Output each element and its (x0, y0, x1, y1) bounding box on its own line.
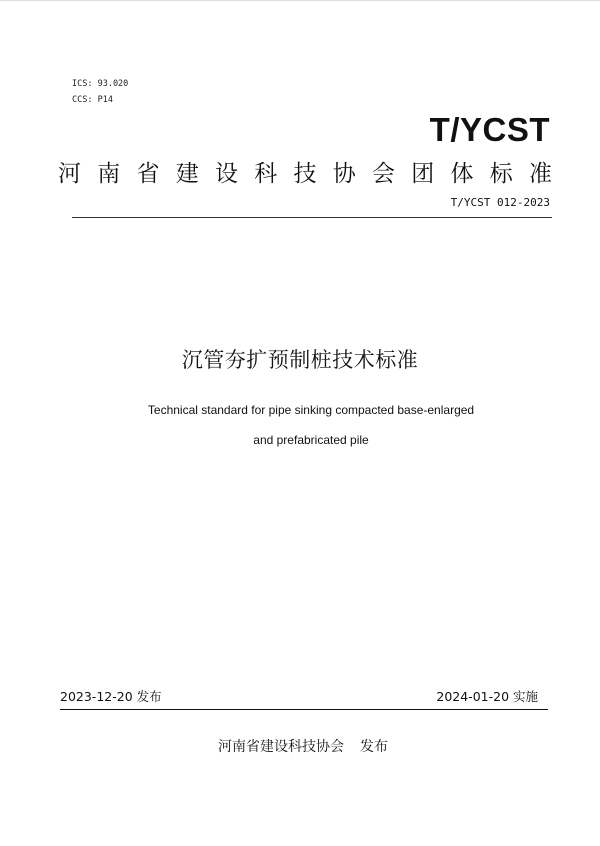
org-char: 河 (58, 161, 81, 187)
organization-standard-name (58, 155, 552, 188)
publisher-name: 河南省建设科技协会 (218, 739, 344, 755)
publisher-line (0, 736, 600, 756)
standard-number: T/YCST 012-2023 (450, 196, 550, 209)
org-char: 技 (293, 161, 317, 187)
ccs-code: CCS: P14 (72, 95, 113, 105)
footer-divider (60, 709, 548, 710)
org-char: 协 (332, 161, 356, 187)
publish-action: 发布 (360, 739, 388, 755)
org-char: 建 (175, 161, 199, 187)
standard-code: T/YCST (429, 111, 550, 148)
title-english-line-2: and prefabricated pile (253, 433, 369, 447)
title-english-line-1: Technical standard for pipe sinking compacted base-enlarged (147, 403, 475, 417)
org-char: 体 (450, 161, 474, 187)
title-chinese: 沉管夯扩预制桩技术标准 (181, 348, 419, 372)
implementation-date: 2024-01-20 实施 (436, 689, 538, 704)
org-char: 准 (529, 161, 552, 187)
org-char: 团 (411, 161, 435, 187)
org-char: 设 (215, 161, 238, 187)
issue-date: 2023-12-20 发布 (60, 689, 162, 704)
header-divider (72, 217, 552, 218)
org-char: 标 (489, 161, 513, 187)
org-char: 南 (97, 161, 121, 187)
org-char: 会 (372, 161, 395, 187)
org-char: 省 (136, 161, 160, 187)
org-char: 科 (254, 161, 278, 187)
ics-code: ICS: 93.020 (72, 79, 129, 89)
